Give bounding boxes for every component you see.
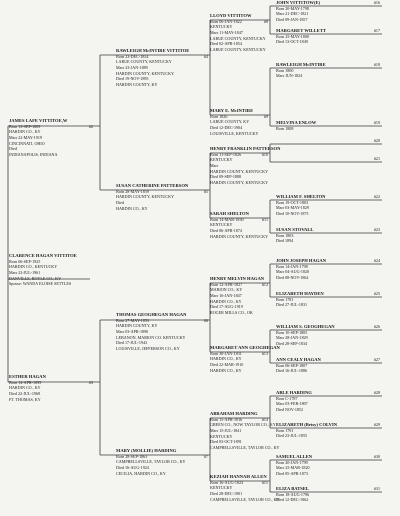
- person-detail-line: HARDIN COUNTY, KY: [116, 81, 158, 87]
- person-detail-line: Born 1803: [276, 232, 294, 238]
- person-name: ELIZABETH (Betsy) COLVIN: [276, 422, 338, 427]
- person-detail-line: Died 28-DEC-1901: [210, 490, 243, 496]
- person-detail-line: Marr 03-MAY-1829: [276, 205, 309, 211]
- person-detail-line: HARDIN CO., KY: [210, 298, 242, 304]
- person-detail-line: Marr 22-MAY-1919: [9, 134, 42, 140]
- person-detail-line: Born 19-OCT-1803: [276, 199, 309, 205]
- person-number: #14: [261, 417, 268, 422]
- person-name: HENRY FRANKLIN PATTERSON: [210, 146, 281, 151]
- person-detail-line: KENTUCKY: [210, 157, 233, 163]
- person-name: SAMUEL ALLEN: [276, 454, 313, 459]
- person-p26: [276, 324, 380, 347]
- person-number: #4: [203, 54, 208, 59]
- person-number: #8: [263, 19, 268, 24]
- person-detail-line: Marr 15-JUL-1841: [210, 427, 242, 433]
- person-detail-line: LOUISVILLE, JEFFERSON CO., KY: [116, 345, 180, 351]
- person-detail-line: Died 06-APR-1874: [210, 227, 242, 233]
- person-detail-line: Died 12-DEC-1904: [210, 124, 243, 130]
- person-detail-line: Died 23-JUL-1855: [276, 433, 308, 439]
- person-name: ELIZA BATSEL: [276, 486, 309, 491]
- person-number: #9: [263, 114, 268, 119]
- person-name: LLOYD VITTITOW: [210, 13, 252, 18]
- person-p16: [276, 0, 380, 23]
- person-name: JOHN VITTITOW(E): [276, 0, 321, 5]
- person-detail-line: Born 15-APR-1816: [210, 416, 243, 422]
- person-name: SUSAN CATHERINE PATTERSON: [116, 183, 189, 188]
- person-p25: [276, 291, 380, 308]
- person-detail-line: Born 1791: [276, 427, 294, 433]
- person-detail-line: Died: [116, 199, 124, 205]
- person-p18: [276, 62, 380, 79]
- person-detail-line: Born 12-APR-1827: [210, 281, 243, 287]
- person-p4: [116, 48, 208, 87]
- person-detail-line: Died 03-OCT-1891: [210, 439, 242, 445]
- person-detail-line: LARUE COUNTY, KENTUCKY: [210, 35, 266, 41]
- person-detail-line: Marr 21-DEC-1821: [276, 11, 309, 17]
- person-name: JAMES LAFE VITTITOE,W: [9, 118, 68, 123]
- person-p5: [116, 183, 208, 211]
- person-detail-line: Born 27-MAY-1853: [116, 317, 149, 323]
- person-name: RAWLEIGH McINTIRE: [276, 62, 326, 67]
- person-number: #20: [373, 138, 380, 143]
- person-p22: [276, 194, 380, 217]
- person-detail-line: Died 09-SEP-1888: [210, 174, 242, 180]
- person-name: MARGARET WILLETT: [276, 28, 326, 33]
- person-name: CLARENCE HAGAN VITTITOE: [9, 253, 77, 258]
- person-detail-line: Died: [9, 146, 17, 152]
- person-name: WILLIAM S. GEOGHEGAN: [276, 324, 335, 329]
- person-detail-line: Born 25-MAY-1800: [276, 33, 309, 39]
- person-detail-line: Marr 11-MAY-1847: [210, 29, 243, 35]
- person-detail-line: Marr 03-FEB-1807: [276, 401, 308, 407]
- person-detail-line: INDIANAPOLIS, INDIANA: [9, 151, 58, 157]
- person-detail-line: CAMPBELLSVILLE, TAYLOR CO., KY: [210, 444, 280, 450]
- person-detail-line: Born 28-MAY-1859: [116, 188, 149, 194]
- person-detail-line: Died 17-AUG-1919: [210, 304, 243, 310]
- person-detail-line: Born 16-AUG-1823: [210, 479, 244, 485]
- person-detail-line: Died 27-JUL-1831: [276, 302, 308, 308]
- person-p28: [276, 390, 380, 413]
- person-detail-line: HARDIN CO., KY: [9, 129, 41, 135]
- person-p19: [276, 120, 380, 131]
- person-detail-line: HARDIN CO., KENTUCKY: [9, 264, 58, 270]
- person-detail-line: GREEN CO., NOW TAYLOR CO., KY: [210, 422, 276, 428]
- person-detail-line: Born 14-JAN-1798: [276, 263, 308, 269]
- person-p30: [276, 454, 380, 477]
- person-number: #3: [88, 380, 93, 385]
- person-detail-line: CINCINNATI, OHIO: [9, 140, 45, 146]
- person-detail-line: Born 20-JAN-1799: [276, 459, 308, 465]
- person-number: #10: [261, 152, 268, 157]
- person-name: MARY (MOLLIE) HARDING: [116, 448, 177, 453]
- person-detail-line: Born 20-MAY-1798: [276, 5, 309, 11]
- person-detail-line: Born 11-SEP-1826: [210, 151, 242, 157]
- person-detail-line: Born 13-SEP-1889: [9, 123, 41, 129]
- person-p7: [116, 448, 208, 476]
- person-number: #17: [373, 28, 380, 33]
- person-detail-line: Born 1808: [276, 125, 294, 131]
- person-p27: [276, 357, 380, 374]
- person-detail-line: Died 13-OCT-1849: [276, 39, 308, 45]
- person-detail-line: Marr 03-APR-1890: [116, 328, 149, 334]
- person-detail-line: LARUE COUNTY, KY: [210, 119, 250, 125]
- person-name: MELVINA ENLOW: [276, 120, 317, 125]
- person-detail-line: KENTUCKY: [210, 485, 233, 491]
- person-name: HENRY MELVIN HAGAN: [210, 276, 265, 281]
- person-p3: [9, 374, 93, 402]
- person-detail-line: ROGER MILLS CO., OK: [210, 309, 253, 315]
- person-detail-line: Marr JUN-1824: [276, 73, 303, 79]
- person-number: #6: [203, 318, 208, 323]
- person-detail-line: Born C-1787: [276, 395, 298, 401]
- person-detail-line: Died 22-JUL-1968: [9, 390, 41, 396]
- person-detail-line: Born 06-SEP-1807: [276, 362, 308, 368]
- person-detail-line: KENTUCKY: [210, 24, 233, 30]
- person-number: #7: [203, 454, 208, 459]
- person-number: #30: [373, 454, 380, 459]
- person-number: #13: [261, 351, 268, 356]
- person-detail-line: Born 30-JAN-1831: [210, 350, 242, 356]
- person-detail-line: Spouse: WANDA ELOISE SETTLES: [9, 281, 72, 287]
- person-name: ABLE HARDING: [276, 390, 312, 395]
- person-detail-line: LEBANON, MARION CO. KENTUCKY: [116, 334, 186, 340]
- person-number: #29: [373, 422, 380, 427]
- person-p14: [210, 411, 280, 450]
- person-p24: [276, 258, 380, 281]
- person-detail-line: Marr 28-JAN-1829: [276, 335, 308, 341]
- person-p11: [210, 211, 268, 239]
- person-detail-line: Born 10-SEP-1805: [276, 329, 308, 335]
- person-detail-line: HARDIN CO., KY: [210, 367, 242, 373]
- person-detail-line: DANVILLE, BOYLE CO., KY: [9, 275, 62, 281]
- person-detail-line: LOUISVILLE, KENTUCKY: [210, 130, 259, 136]
- person-name: MARY E. McINTIRE: [210, 108, 254, 113]
- person-detail-line: Died 12-DEC-1862: [276, 497, 309, 503]
- person-detail-line: HARDIN COUNTY, KENTUCKY: [116, 194, 175, 200]
- person-number: #19: [373, 120, 380, 125]
- person-name: ANN CEALY HAGAN: [276, 357, 321, 362]
- person-number: #21: [373, 156, 380, 161]
- person-number: #18: [373, 62, 380, 67]
- person-p2: [9, 118, 93, 157]
- person-name: THOMAS GEOGHEGAN HAGAN: [116, 312, 187, 317]
- person-detail-line: Died 22-MAR-1910: [210, 361, 244, 367]
- person-p8: [210, 13, 268, 52]
- person-p13: [210, 345, 280, 373]
- person-name: MARGARET ANN GEOGHEGAN: [210, 345, 280, 350]
- person-detail-line: Born 14-APR-1895: [9, 379, 42, 385]
- person-number: #15: [261, 480, 268, 485]
- person-number: #5: [203, 189, 208, 194]
- person-detail-line: HARDIN COUNTY, KENTUCKY: [210, 168, 269, 174]
- person-detail-line: FT. THOMAS, KY: [9, 396, 41, 402]
- person-detail-line: Born 06-SEP-1925: [9, 258, 41, 264]
- person-detail-line: Born 06-JAN-1822: [210, 18, 242, 24]
- person-detail-line: Died 16-JUL-1886: [276, 368, 308, 374]
- person-detail-line: HARDIN CO., KY: [116, 205, 148, 211]
- person-detail-line: Born 14-MAR-1830: [210, 216, 244, 222]
- person-p31: [276, 486, 380, 503]
- person-number: #31: [373, 486, 380, 491]
- person-p15: [210, 474, 280, 502]
- person-p10: [210, 146, 281, 185]
- person-number: #24: [373, 258, 380, 263]
- person-detail-line: MARION CO., KY: [210, 287, 243, 293]
- person-detail-line: Died NOV-1852: [276, 406, 304, 412]
- person-detail-line: HARDIN COUNTY, KENTUCKY: [210, 179, 269, 185]
- person-detail-line: Born 1826: [210, 113, 228, 119]
- person-detail-line: HARDIN CO., KY: [9, 385, 41, 391]
- person-detail-line: HARDIN COUNTY, KENTUCKY: [210, 233, 269, 239]
- person-p9: [210, 108, 268, 136]
- person-name: SUSAN STOVALL: [276, 227, 314, 232]
- person-detail-line: Marr 22-JUL-1961: [9, 269, 41, 275]
- person-detail-line: Died 17-JUL-1943: [116, 340, 148, 346]
- person-detail-line: Died 09-JAN-1857: [276, 16, 308, 22]
- person-p17: [276, 28, 380, 45]
- person-detail-line: HARDIN COUNTY, KENTUCKY: [116, 70, 175, 76]
- person-detail-line: HARDIN COUNTY, KY: [116, 323, 158, 329]
- person-number: #28: [373, 390, 380, 395]
- person-detail-line: Died 02-APR-1854: [210, 41, 242, 47]
- person-p23: [276, 227, 380, 244]
- person-detail-line: KENTUCKY: [210, 433, 233, 439]
- person-detail-line: LARUE COUNTY, KENTUCKY: [210, 46, 266, 52]
- person-detail-line: Born 23-DEC-1854: [116, 53, 149, 59]
- person-detail-line: Died 16-AUG-1924: [116, 464, 149, 470]
- person-number: #11: [262, 217, 268, 222]
- person-number: #23: [373, 227, 380, 232]
- person-name: ESTHER HAGAN: [9, 374, 46, 379]
- person-p29: [276, 422, 380, 439]
- person-detail-line: Born 28-SEP-1863: [116, 453, 148, 459]
- person-p12: [210, 276, 268, 315]
- person-number: #2: [88, 124, 93, 129]
- person-detail-line: Born 18-AUG-1796: [276, 491, 310, 497]
- person-name: JOHN JOSEPH HAGAN: [276, 258, 327, 263]
- person-detail-line: Died 28-SEP-1834: [276, 340, 308, 346]
- person-number: #12: [261, 282, 268, 287]
- person-number: #27: [373, 357, 380, 362]
- person-detail-line: Marr 16-JAN-1847: [210, 292, 242, 298]
- person-detail-line: Born 1781: [276, 296, 294, 302]
- person-detail-line: Marr 25-MAR-1820: [276, 465, 310, 471]
- person-name: SARAH SHELTON: [210, 211, 249, 216]
- person-detail-line: Died 08-NOV-1862: [276, 274, 309, 280]
- person-number: #25: [373, 291, 380, 296]
- person-detail-line: HARDIN CO., KY: [210, 356, 242, 362]
- person-number: #26: [373, 324, 380, 329]
- person-name: ABRAHAM HARDING: [210, 411, 258, 416]
- person-detail-line: LARUE COUNTY, KENTUCKY: [116, 59, 172, 65]
- person-name: WILLIAM F. SHELTON: [276, 194, 326, 199]
- person-detail-line: Marr 23-JAN-1889: [116, 64, 148, 70]
- person-detail-line: Born 1800: [276, 67, 294, 73]
- person-detail-line: CAMPBELLSVILLE, TAYLOR CO., KY: [210, 496, 280, 502]
- person-p1: [9, 253, 95, 287]
- person-number: #16: [373, 0, 380, 5]
- person-detail-line: KENTUCKY: [210, 222, 233, 228]
- person-detail-line: Marr 04-AUG-1820: [276, 269, 310, 275]
- person-name: RAWLEIGH McINTIRE VITTITOE: [116, 48, 190, 53]
- person-detail-line: Died 19-NOV-1895: [116, 76, 149, 82]
- person-detail-line: Died 1894: [276, 238, 294, 244]
- person-detail-line: Died 10-NOV-1875: [276, 210, 309, 216]
- person-detail-line: CECILIA, HARDIN CO., KY: [116, 470, 166, 476]
- person-detail-line: CAMPBELLSVILLE, TAYLOR CO., KY: [116, 459, 186, 465]
- person-p6: [116, 312, 208, 351]
- person-number: #22: [373, 194, 380, 199]
- person-detail-line: Marr: [210, 162, 219, 168]
- person-name: ELIZABETH HAYDEN: [276, 291, 324, 296]
- person-name: KEZIAH HANNAH ALLEN: [210, 474, 267, 479]
- person-detail-line: Died 05-APR-1873: [276, 470, 308, 476]
